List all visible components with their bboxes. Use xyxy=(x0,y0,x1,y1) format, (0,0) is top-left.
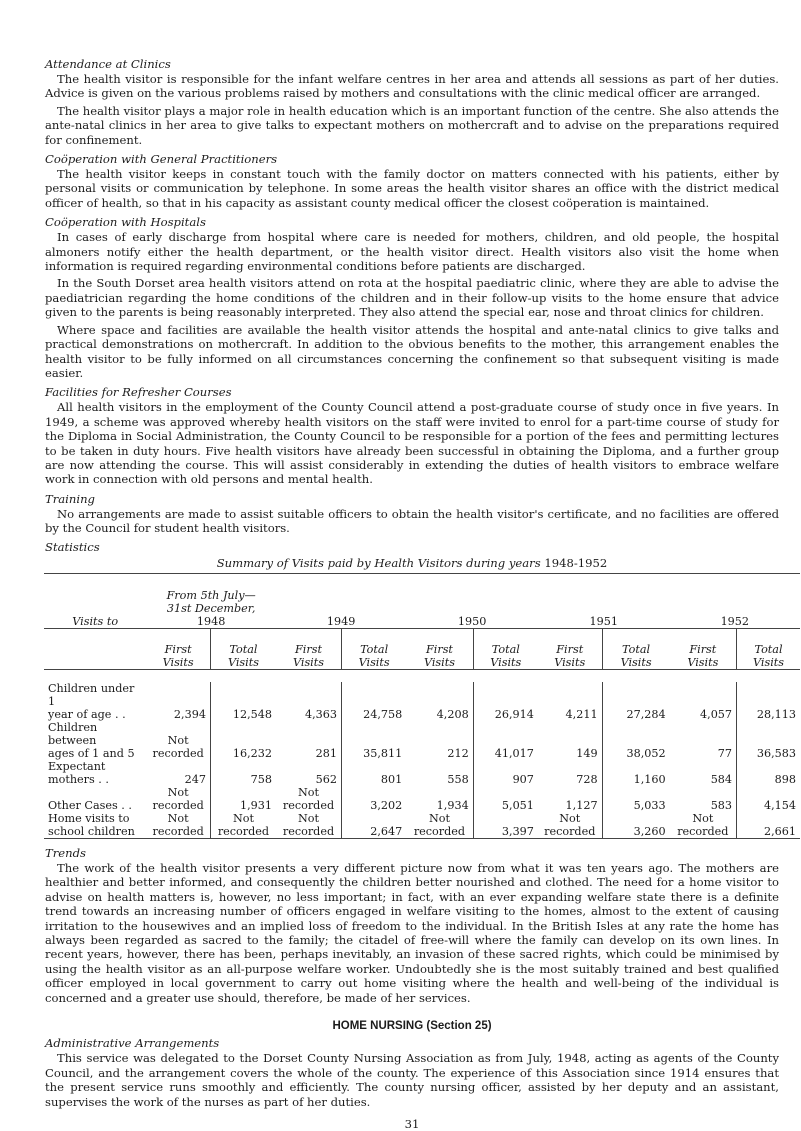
table-cell xyxy=(538,721,602,760)
table-cell xyxy=(406,721,473,760)
first-visits-header xyxy=(670,628,737,669)
table-cell xyxy=(146,760,210,786)
cell-line: 584 xyxy=(710,772,733,786)
table-cell xyxy=(670,812,737,839)
cell-line: 1,931 xyxy=(239,798,272,812)
cell-line: 2,647 xyxy=(370,824,403,838)
paragraph: All health visitors in the employment of the County Council attend a post-graduate course of study once in five years. In 1949, a scheme was approved whereby health visitors on the staff were invited to enrol for a part-time course of study for the Diploma in Social Administration, the County Council to be responsible for a portion of the fees and permitting lectures to be taken in duty hours. Five health visitors have already been successful in obtaining the Diploma, and a further group are now attending the course. This will assist considerably in extending the duties of health visitors to embrace welfare work in connection with old persons and mental health. xyxy=(45,400,779,487)
paragraph: This service was delegated to the Dorset County Nursing Association as from July, 1948, acting as agents of the County Council, and the arrangement covers the whole of the county. The experience of this Association since 1914 ensures that the present service runs smoothly and efficiently. The county nursing officer, assisted by her deputy and an assistant, supervises the work of the nurses as part of her duties. xyxy=(45,1051,779,1109)
table-cell xyxy=(406,812,473,839)
table-cell xyxy=(602,760,670,786)
table-cell xyxy=(210,812,276,839)
table-cell xyxy=(406,786,473,812)
row-label xyxy=(44,812,146,839)
sh-line: Visits xyxy=(554,655,586,669)
section-heading: Attendance at Clinics xyxy=(45,57,171,71)
paragraph: The health visitor plays a major role in health education which is an important function of the centre. She also attends the ante-natal clinics in her area to give talks to expectant mothers on mothercraft and to advise on the preparations required for confinement. xyxy=(45,103,779,147)
cell-line: Not xyxy=(297,785,320,799)
cell-line: 41,017 xyxy=(494,746,534,760)
page-content xyxy=(45,56,796,1131)
cell-line: 3,202 xyxy=(370,798,403,812)
section-heading: Coöperation with Hospitals xyxy=(45,215,206,230)
table-cell xyxy=(342,682,407,721)
table-cell xyxy=(406,760,473,786)
cell-line: recorded xyxy=(413,824,466,838)
blank-cell xyxy=(44,628,146,669)
table-cell xyxy=(538,760,602,786)
cell-line: 212 xyxy=(447,746,469,760)
period-line: 1948 xyxy=(196,614,226,628)
cell-line: 3,260 xyxy=(633,824,666,838)
table-cell xyxy=(146,786,210,812)
table-cell xyxy=(276,812,342,839)
cell-line: 4,363 xyxy=(304,707,338,721)
table-cell xyxy=(602,786,670,812)
table-cell xyxy=(276,760,342,786)
table-cell xyxy=(737,721,800,760)
table-cell xyxy=(210,682,276,721)
cell-line: 2,394 xyxy=(173,707,206,721)
section-hospitals xyxy=(45,214,779,380)
sh-line: Visits xyxy=(620,655,652,669)
cell-line: 1,127 xyxy=(565,798,598,812)
cell-line: 281 xyxy=(315,746,338,760)
table-cell xyxy=(146,812,210,839)
cell-line: 3,397 xyxy=(501,824,534,838)
caption-years: 1948-1952 xyxy=(544,555,608,570)
cell-line: 77 xyxy=(717,746,733,760)
table-cell xyxy=(342,760,407,786)
cell-line: recorded xyxy=(152,824,204,838)
cell-line: recorded xyxy=(677,824,729,838)
table-cell xyxy=(342,812,407,839)
first-visits-header xyxy=(538,628,602,669)
row-label-line: Children between xyxy=(48,720,98,747)
cell-line: 5,051 xyxy=(501,798,534,812)
spacer-row xyxy=(44,669,800,682)
cell-line: Not xyxy=(167,733,189,747)
table-cell xyxy=(276,682,342,721)
table-cell xyxy=(210,786,276,812)
cell-line: recorded xyxy=(152,798,204,812)
table-cell xyxy=(210,721,276,760)
section-heading: Training xyxy=(45,491,95,506)
paragraph: The work of the health visitor presents a very different picture now from what it was ten years ago. The mothers are healthier and better informed, and consequently the children better nourished and clothed. The need for a home visitor to advise on health matters is, however, no less important; in fact, with an ever expanding welfare state there is a definite trend towards an increasing number of officers engaged in welfare visiting to the homes, almost to the extent of causing irritation to the housewives and an implied loss of freedom to the individual. In the British Isles at any rate the home has always been regarded as sacred to the family; the citadel of free-will where the family can develop on its own lines. In recent years, however, there has been, perhaps inevitably, an invasion of these sacred rights, which could be minimised by using the health visitor as an all-purpose welfare worker. Undoubtedly she is the most suitably trained and best qualified officer employed in local government to carry out home visiting where the health and well-being of the individual is concerned and a greater use should, therefore, be made of her services. xyxy=(45,860,779,1005)
cell-line: 2,661 xyxy=(763,824,796,838)
sh-line: Visits xyxy=(162,655,194,669)
row-label xyxy=(44,760,146,786)
section-heading: Trends xyxy=(45,845,86,860)
cell-line: 149 xyxy=(576,746,598,760)
cell-line: 35,811 xyxy=(363,746,403,760)
cell-line: Not xyxy=(692,811,714,825)
table-cell xyxy=(146,721,210,760)
row-label xyxy=(44,721,146,760)
period-header xyxy=(146,573,276,628)
cell-line: recorded xyxy=(152,746,204,760)
table-cell xyxy=(538,786,602,812)
spacer-cell xyxy=(44,669,800,682)
table-cell xyxy=(670,786,737,812)
table-row xyxy=(44,760,800,786)
total-visits-header xyxy=(737,628,800,669)
table-year-header xyxy=(44,573,800,628)
cell-line: recorded xyxy=(217,824,270,838)
total-visits-header xyxy=(473,628,538,669)
table-cell xyxy=(146,682,210,721)
cell-line: 898 xyxy=(774,772,796,786)
sh-line: First xyxy=(556,642,584,656)
table-cell xyxy=(737,786,800,812)
row-label-line: year of age . . xyxy=(48,707,126,721)
cell-line: 36,583 xyxy=(756,746,796,760)
cell-line: 558 xyxy=(447,772,469,786)
paragraph: No arrangements are made to assist suitable officers to obtain the health visitor's certificate, and no facilities are offered by the Council for student health visitors. xyxy=(45,506,779,536)
sh-line: Total xyxy=(229,642,258,656)
first-visits-header xyxy=(276,628,342,669)
table-cell xyxy=(342,721,407,760)
table-cell xyxy=(210,760,276,786)
section-trends xyxy=(45,845,779,1005)
cell-line: 12,548 xyxy=(232,707,272,721)
cell-line: 26,914 xyxy=(494,707,534,721)
page-number: 31 xyxy=(404,1117,420,1131)
cell-line: 4,057 xyxy=(700,707,733,721)
total-visits-header xyxy=(342,628,407,669)
cell-line: 583 xyxy=(710,798,733,812)
sh-line: Visits xyxy=(227,655,259,669)
caption-text: Summary of Visits paid by Health Visitors during years xyxy=(216,555,541,570)
sh-line: First xyxy=(689,642,717,656)
cell-line: 28,113 xyxy=(756,707,796,721)
paragraph: Where space and facilities are available the health visitor attends the hospital and ante-natal clinics to give talks and practical demonstrations on mothercraft. In addition to the obvious benefits to the mother, this arrangement enables the health visitor to be fully informed on all circumstances concerning the confinement so that subsequent visiting is made easier. xyxy=(45,322,779,380)
cell-line: 24,758 xyxy=(363,707,403,721)
table-cell xyxy=(737,812,800,839)
sh-line: Visits xyxy=(423,655,455,669)
sh-line: First xyxy=(164,642,192,656)
cell-line: Not xyxy=(297,811,320,825)
cell-line: 758 xyxy=(250,772,272,786)
visits-to-header: Visits to xyxy=(44,573,146,628)
section-heading: Facilities for Refresher Courses xyxy=(45,385,232,400)
row-label-line: Children under 1 xyxy=(48,681,135,708)
table-row xyxy=(44,786,800,812)
cell-line: recorded xyxy=(544,824,596,838)
sh-line: Visits xyxy=(687,655,719,669)
section-attendance xyxy=(45,56,779,147)
table-cell xyxy=(276,721,342,760)
year-header: 1949 xyxy=(276,573,406,628)
sh-line: Total xyxy=(622,642,651,656)
paragraph: The health visitor is responsible for the infant welfare centres in her area and attends all sessions as part of her duties. Advice is given on the various problems raised by mothers and consultations with the clinic medical officer are arranged. xyxy=(45,72,779,101)
row-label-line: mothers . . xyxy=(48,772,109,786)
section-refresher xyxy=(45,384,779,486)
cell-line: 562 xyxy=(315,772,338,786)
paragraph: In the South Dorset area health visitors attend on rota at the hospital paediatric clinic, where they are able to advise the paediatrician regarding the home conditions of the children and in their follow-up visits to the home ensure that advice given to the parents is being reasonably interpreted. They also attend the special ear, nose and throat clinics for children. xyxy=(45,276,779,320)
section-heading: Coöperation with General Practitioners xyxy=(45,152,278,167)
cell-line: 801 xyxy=(380,772,403,786)
sh-line: Total xyxy=(360,642,389,656)
sh-line: Visits xyxy=(490,655,522,669)
cell-line: Not xyxy=(559,811,581,825)
year-header: 1950 xyxy=(406,573,538,628)
home-nursing-title: HOME NURSING (Section 25) xyxy=(332,1020,492,1033)
statistics-heading: Statistics xyxy=(45,539,100,554)
table-body xyxy=(44,682,800,839)
paragraph: In cases of early discharge from hospital where care is needed for mothers, children, and old people, the hospital almoners notify either the health department, or the health visitor direct. Health visitors also visit the home when information is required regarding environmental conditions before patients are discharged. xyxy=(45,230,779,274)
sh-line: Total xyxy=(754,642,783,656)
table-cell xyxy=(473,682,538,721)
row-label-line: school children xyxy=(48,824,135,838)
table-cell xyxy=(737,760,800,786)
table-cell xyxy=(473,721,538,760)
row-label-line: Home visits to xyxy=(48,811,130,825)
year-header: 1952 xyxy=(670,573,800,628)
cell-line: 27,284 xyxy=(626,707,666,721)
first-visits-header xyxy=(406,628,473,669)
table-cell xyxy=(473,760,538,786)
table-row xyxy=(44,812,800,839)
cell-line: 247 xyxy=(184,772,206,786)
sh-line: First xyxy=(295,642,322,656)
table-cell xyxy=(670,760,737,786)
table-cell xyxy=(670,721,737,760)
table-cell xyxy=(538,812,602,839)
sh-line: First xyxy=(426,642,453,656)
section-gp xyxy=(45,151,779,210)
cell-line: 728 xyxy=(576,772,598,786)
cell-line: Not xyxy=(167,785,189,799)
table-cell xyxy=(737,682,800,721)
section-heading: Administrative Arrangements xyxy=(45,1036,220,1051)
section-admin xyxy=(45,1035,779,1109)
table-cell xyxy=(602,682,670,721)
total-visits-header xyxy=(602,628,670,669)
table-cell xyxy=(670,682,737,721)
sh-line: Total xyxy=(491,642,520,656)
period-line: From 5th July— xyxy=(166,588,256,602)
table-cell xyxy=(406,682,473,721)
cell-line: Not xyxy=(167,811,189,825)
cell-line: 1,934 xyxy=(436,798,469,812)
table-cell xyxy=(538,682,602,721)
table-row xyxy=(44,682,800,721)
table-cell xyxy=(602,812,670,839)
cell-line: 38,052 xyxy=(626,746,666,760)
cell-line: 1,160 xyxy=(633,772,666,786)
cell-line: 5,033 xyxy=(633,798,666,812)
total-visits-header xyxy=(210,628,276,669)
first-visits-header xyxy=(146,628,210,669)
row-label xyxy=(44,682,146,721)
table-cell xyxy=(602,721,670,760)
table-caption xyxy=(45,556,779,570)
cell-line: 907 xyxy=(512,772,534,786)
cell-line: recorded xyxy=(282,798,335,812)
row-label-line: ages of 1 and 5 xyxy=(48,746,135,760)
cell-line: Not xyxy=(232,811,254,825)
cell-line: recorded xyxy=(282,824,335,838)
cell-line: 4,154 xyxy=(763,798,796,812)
table-cell xyxy=(342,786,407,812)
sh-line: Visits xyxy=(358,655,390,669)
table-row xyxy=(44,721,800,760)
cell-line: 4,208 xyxy=(436,707,469,721)
cell-line: Not xyxy=(428,811,450,825)
row-label-line: Expectant xyxy=(48,759,106,773)
sh-line: Visits xyxy=(753,655,785,669)
sh-line: Visits xyxy=(292,655,325,669)
period-line: 31st December, xyxy=(166,601,256,615)
table-cell xyxy=(473,786,538,812)
table-cell xyxy=(473,812,538,839)
visits-table xyxy=(44,573,800,839)
paragraph: The health visitor keeps in constant touch with the family doctor on matters connected with his patients, either by personal visits or communication by telephone. In some areas the health visitor shares an office with the district medical officer of health, so that in his capacity as assistant county medical officer the closest coöperation is maintained. xyxy=(45,167,779,210)
cell-line: 16,232 xyxy=(232,746,272,760)
table-subheader xyxy=(44,628,800,669)
row-label-line: Other Cases . . xyxy=(48,798,132,812)
cell-line: 4,211 xyxy=(565,707,598,721)
section-training xyxy=(45,491,779,536)
year-header: 1951 xyxy=(538,573,670,628)
row-label xyxy=(44,786,146,812)
table-cell xyxy=(276,786,342,812)
